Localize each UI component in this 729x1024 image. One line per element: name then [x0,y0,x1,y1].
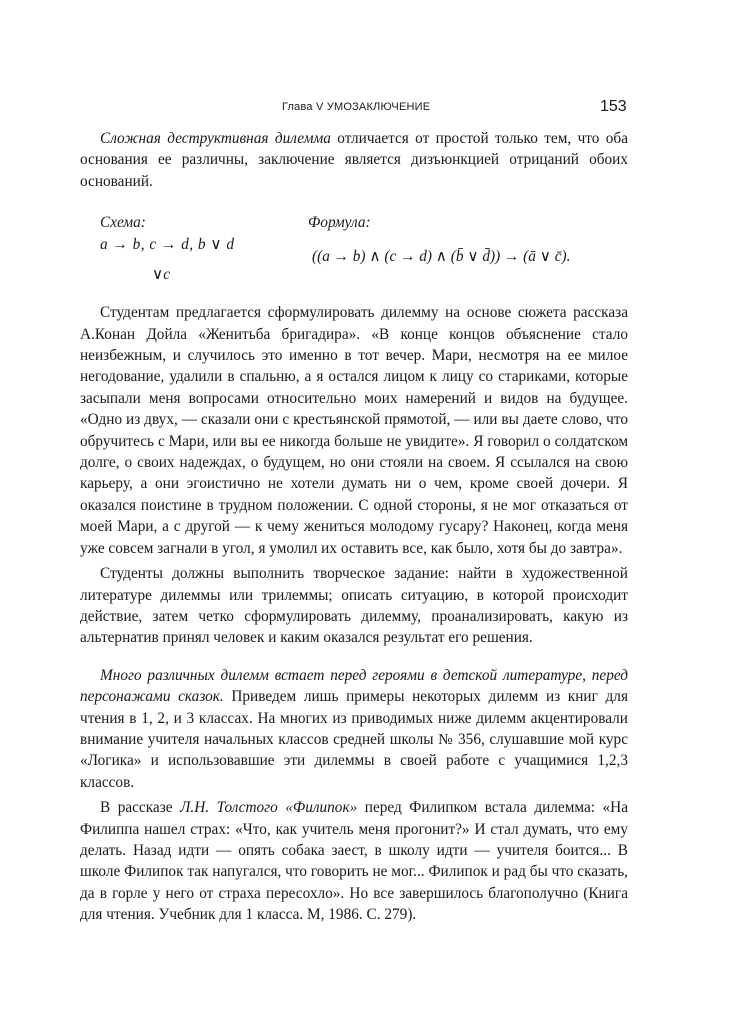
italic-lead: Много различных дилемм встает перед героями в детской литературе, перед персонажами сказок. [80,666,628,706]
paragraph-complex-destructive-dilemma [80,128,628,192]
page-header [0,98,729,122]
page-number: 153 [600,98,627,115]
formula-expression: ((a → b) ∧ (c → d) ∧ (b̄ ∨ d̄)) → (ā ∨ c̄). [312,248,571,266]
scheme-conclusion: ∨c [152,266,170,284]
paragraph-filipok [80,797,628,925]
paragraph-middle: перед Филипком встала дилемма: [357,799,603,817]
page-body [80,128,628,926]
scheme-premises: a → b, c → d, b ∨ d [100,236,235,254]
paragraph-lead: В рассказе [100,799,181,817]
formula-label: Формула: [308,214,371,232]
formula-block [80,212,628,288]
italic-story-title: Л.Н. Толстого «Филипок» [180,799,358,817]
paragraph-text: Приведем лишь примеры некоторых дилемм из книг для чтения в 1, 2, и 3 классах. На многих из приводимых ниже дилемм акцентировали внимание учителя начальных классов средней школы № 356, слушавшие мой курс «Логика» и использовавшие эти дилеммы в своей работе с учащимися 1,2,3 классов. [80,688,628,791]
scheme-label: Схема: [100,214,146,232]
paragraph-creative-task: Студенты должны выполнить творческое задание: найти в художественной литературе дилеммы или трилеммы; описать ситуацию, в которой происходит действие, затем четко сформулировать дилемму, проанализировать, какую из альтернатив принял человек и каким оказался результат его решения. [80,565,628,647]
running-title: Глава V УМОЗАКЛЮЧЕНИЕ [282,101,431,113]
paragraph-children-literature [80,665,628,793]
term-italic: Сложная деструктивная дилемма [100,130,331,147]
paragraph-conan-doyle: Студентам предлагается сформулировать дилемму на основе сюжета рассказа А.Конан Дойла «Женитьба бригадира». «В конце концов объяснение стало неизбежным, и случилось это именно в тот вечер. Мари, несмотря на ее милое негодование, удалили в спальню, а я остался лицом к лицу со стариками, которые засыпали меня вопросами относительно моих намерений и видов на будущее. «Одно из двух, — сказали они с крестьянской прямотой, — или вы даете слово, что обручитесь с Мари, или вы ее никогда больше не увидите». Я говорил о солдатском долге, о своих надеждах, о будущем, но они стояли на своем. Я ссылался на свою карьеру, а они эгоистично не хотели думать ни о чем, кроме своей дочери. Я оказался поистине в трудном положении. С одной стороны, я не мог отказаться от моей Мари, а с другой — к чему жениться молодому гусару? Наконец, когда меня уже совсем загнали в угол, я умолил их оставить все, как было, хотя бы до завтра». [80,304,628,557]
paragraph-text: отличается от простой только тем, что оба основания ее различны, заключение является дизъюнкцией отрицаний обоих оснований. [80,130,628,190]
paragraph-quote: «На Филиппа нашел страх: «Что, как учитель меня прогонит?» И стал думать, что ему делать. Назад идти — опять собака заест, в школу идти — учителя боится... В школе Филипок так напугался, что говорить не мог... Филипок и рад бы что сказать, да в горле у него от страха пересохло». Но все завершилось благополучно (Книга для чтения. Учебник для 1 класса. М, 1986. С. 279). [80,799,628,924]
